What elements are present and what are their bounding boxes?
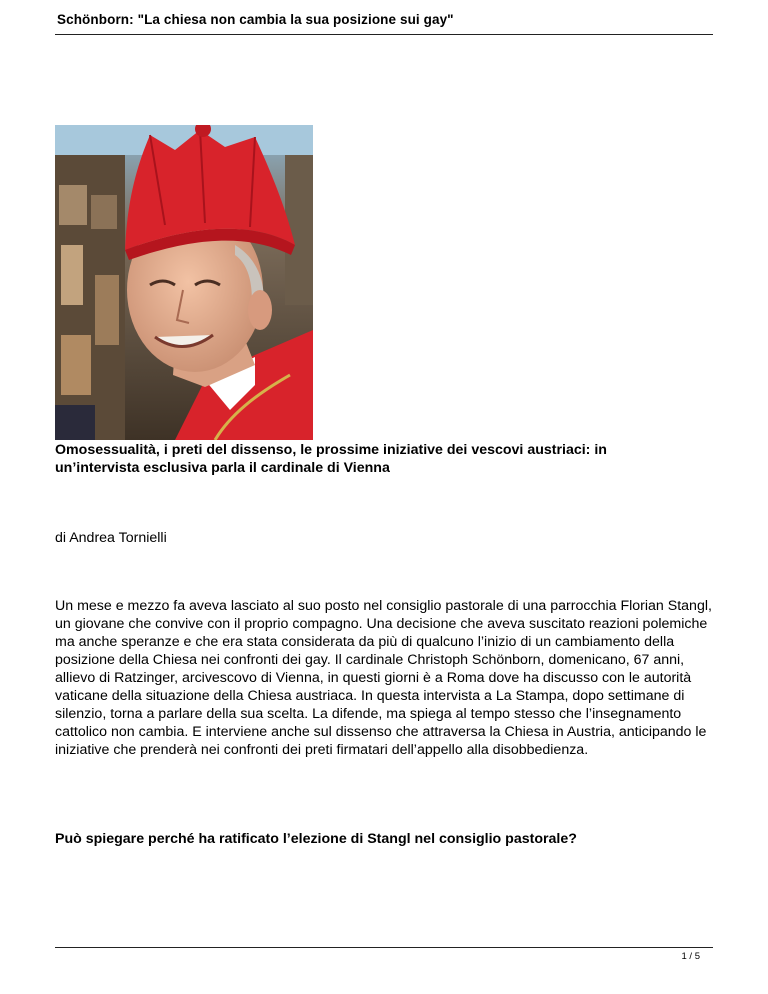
page-number: 1 / 5 [681,951,700,962]
article-subtitle: Omosessualità, i preti del dissenso, le prossime iniziative dei vescovi austriaci: in un’intervista esclusiva parla il cardinale di Vienna [55,442,607,476]
cardinal-photo [55,125,313,440]
interview-question: Può spiegare perché ha ratificato l’elezione di Stangl nel consiglio pastorale? [55,831,577,847]
article-byline: di Andrea Tornielli [55,530,167,546]
header-divider [55,34,713,35]
page-header-title: Schönborn: "La chiesa non cambia la sua posizione sui gay" [57,12,454,27]
article-body: Un mese e mezzo fa aveva lasciato al suo posto nel consiglio pastorale di una parrocchia Florian Stangl, un giovane che convive con il proprio compagno. Una decisione che aveva suscitato reazioni polemiche ma anche speranze e che era stata considerata da più di qualcuno l’inizio di un cambiamento della posizione della Chiesa nei confronti dei gay. Il cardinale Christoph Schönborn, domenicano, 67 anni, allievo di Ratzinger, arcivescovo di Vienna, in questi giorni è a Roma dove ha discusso con le autorità vaticane della situazione della Chiesa austriaca. In questa intervista a La Stampa, dopo settimane di silenzio, torna a parlare della sua scelta. La difende, ma spiega al tempo stesso che l’insegnamento cattolico non cambia. E interviene anche sul dissenso che attraversa la Chiesa in Austria, anticipando le iniziative che prenderà nei confronti dei preti firmatari dell’appello alla disobbedienza. [55,598,712,758]
footer-divider [55,947,713,948]
